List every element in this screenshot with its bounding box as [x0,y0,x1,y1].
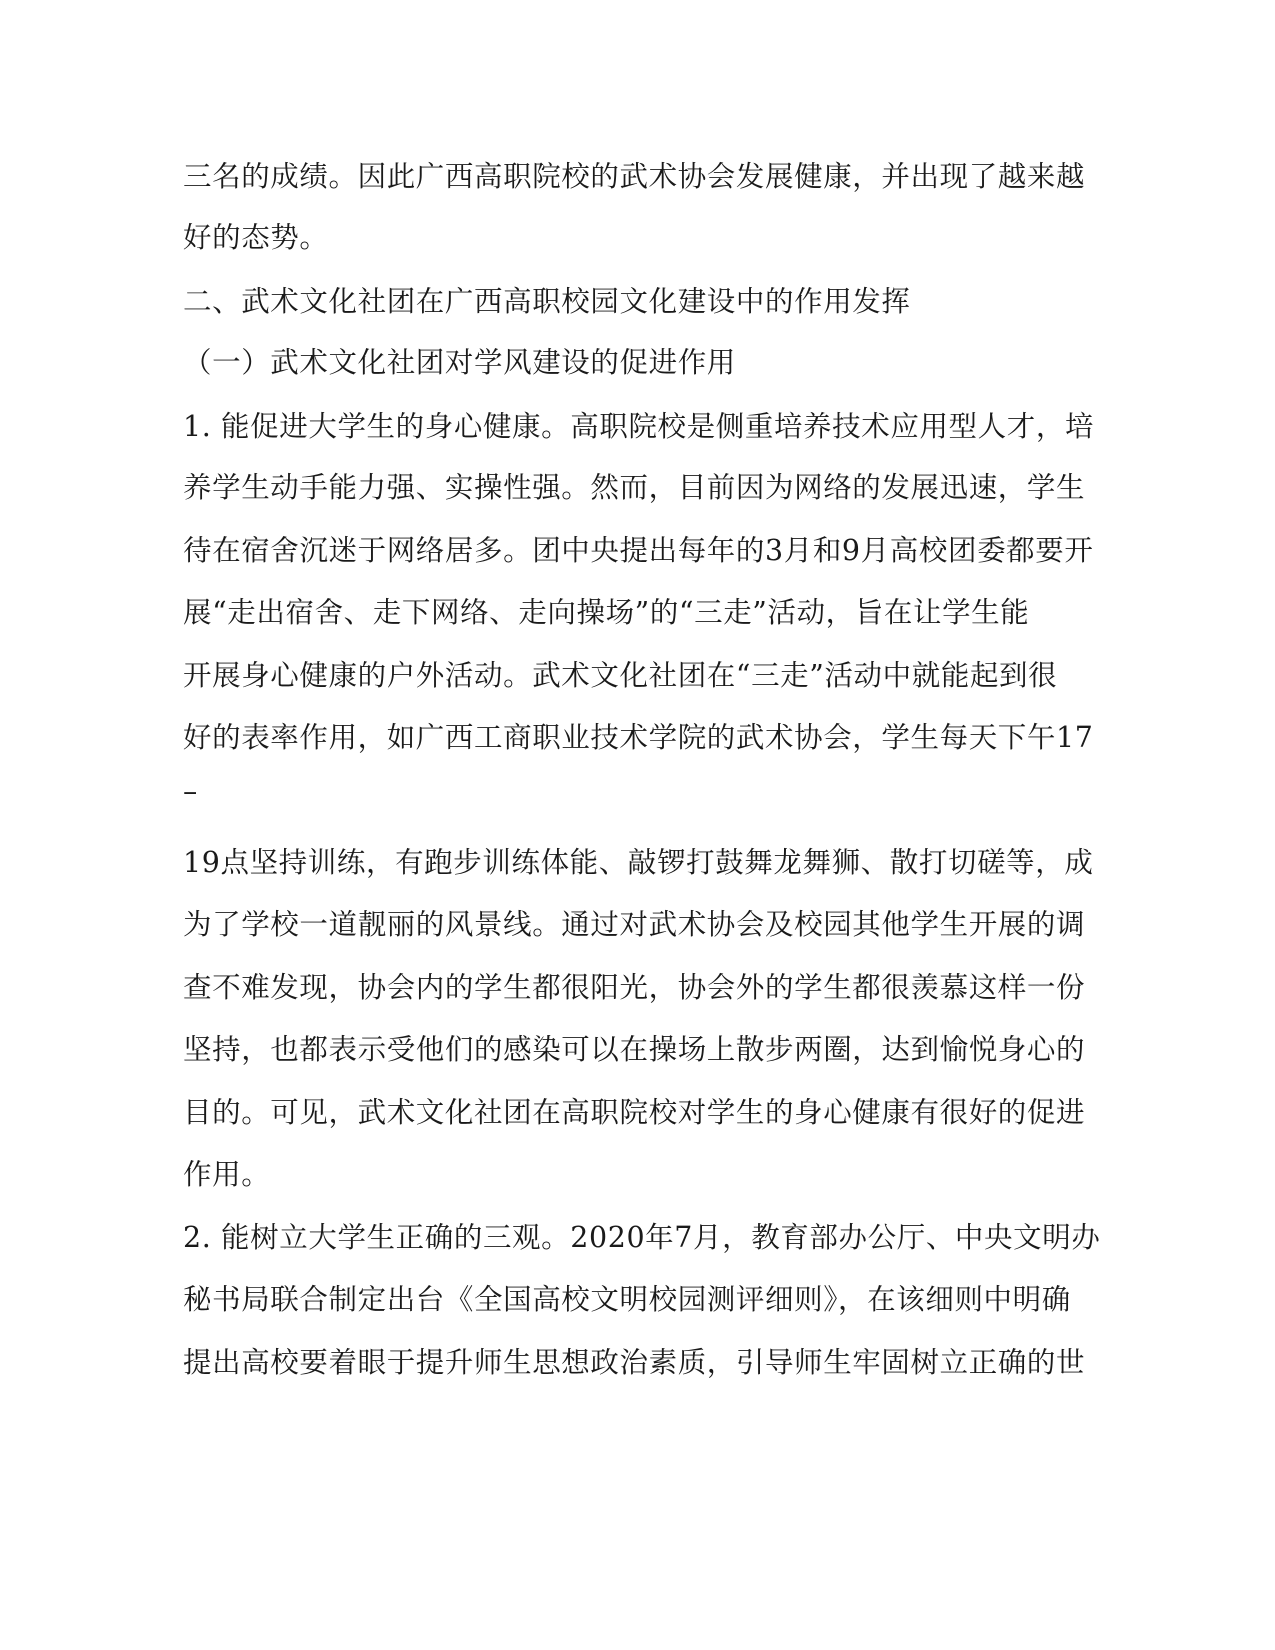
text-line: 作用。 [183,1158,271,1191]
text-line: 养学生动手能力强、实操性强。然而，目前因为网络的发展迅速，学生 [183,471,1086,504]
subsection-heading: （一）武术文化社团对学风建设的促进作用 [183,346,736,379]
text-line: 19点坚持训练，有跑步训练体能、敲锣打鼓舞龙舞狮、散打切磋等，成 [183,846,1094,879]
text-line: 好的表率作用，如广西工商职业技术学院的武术协会，学生每天下午17 [183,721,1094,754]
text-line: 待在宿舍沉迷于网络居多。团中央提出每年的3月和9月高校团委都要开 [183,534,1094,567]
text-line: – [183,775,198,808]
text-line: 开展身心健康的户外活动。武术文化社团在“三走”活动中就能起到很 [183,659,1058,692]
text-line: 好的态势。 [183,221,329,254]
text-line: 2. 能树立大学生正确的三观。2020年7月，教育部办公厅、中央文明办 [183,1221,1101,1254]
text-line: 坚持，也都表示受他们的感染可以在操场上散步两圈，达到愉悦身心的 [183,1033,1086,1066]
text-line: 展“走出宿舍、走下网络、走向操场”的“三走”活动，旨在让学生能 [183,596,1030,629]
text-line: 查不难发现，协会内的学生都很阳光，协会外的学生都很羡慕这样一份 [183,971,1086,1004]
text-line: 为了学校一道靓丽的风景线。通过对武术协会及校园其他学生开展的调 [183,908,1086,941]
text-line: 1. 能促进大学生的身心健康。高职院校是侧重培养技术应用型人才，培 [183,410,1095,443]
text-line: 秘书局联合制定出台《全国高校文明校园测评细则》，在该细则中明确 [183,1283,1071,1316]
text-line: 三名的成绩。因此广西高职院校的武术协会发展健康，并出现了越来越 [183,160,1086,193]
text-line: 目的。可见，武术文化社团在高职院校对学生的身心健康有很好的促进 [183,1096,1086,1129]
section-heading: 二、武术文化社团在广西高职校园文化建设中的作用发挥 [183,285,911,318]
text-line: 提出高校要着眼于提升师生思想政治素质，引导师生牢固树立正确的世 [183,1346,1086,1379]
